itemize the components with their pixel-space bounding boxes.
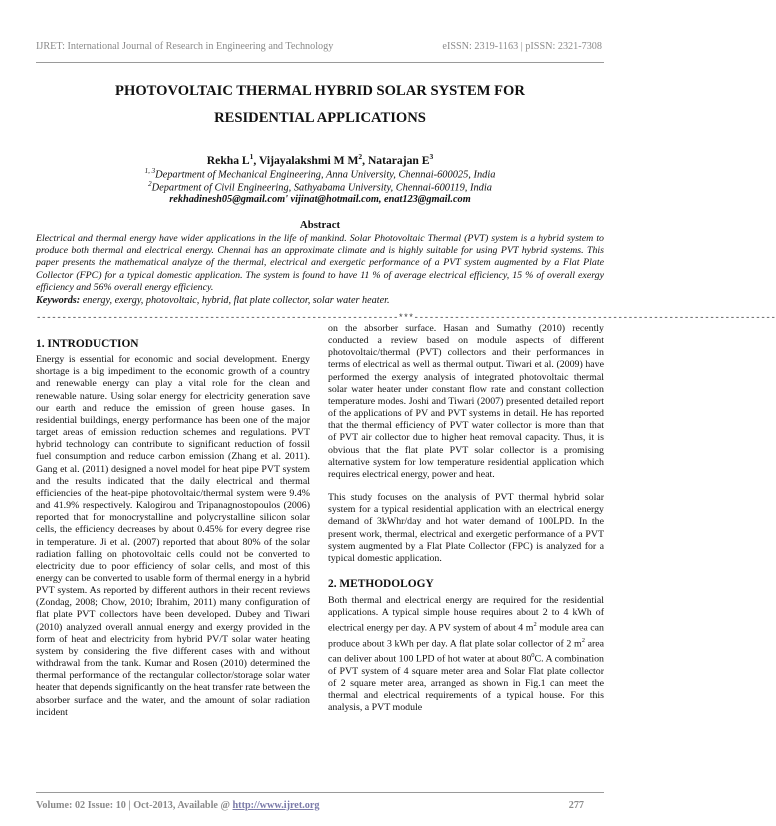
journal-header bbox=[36, 41, 604, 52]
introduction-heading: 1. INTRODUCTION bbox=[36, 338, 139, 350]
page-footer bbox=[36, 800, 604, 811]
affiliation-2: $^2$Department of Civil Engineering, Sathyabama University, Chennai-600119, India bbox=[148, 180, 492, 194]
footer-rule bbox=[36, 792, 604, 793]
introduction-paragraph: Energy is essential for economic and social development. Energy shortage is a big impediment to the economic growth of a country and renewable energy can play a vital role for the clean and renewable nature. Using solar energy for electricity generation save our earth and reduce the emission of green house gases. In residential buildings, energy performance has been one of the major target areas of emission reduction schemes and regulations. PVT hybrid technology can contribute to significant reduction of fossil fuel consumption and reduce carbon emission (Zhang et al. 2011). Gang et al. (2011) designed a novel model for heat pipe PVT system and the results indicated that the daily electrical and thermal efficiencies of the heat-pipe photovoltaic/thermal system were 9.4% and 41.9% respectively. Kalogirou and Tripanagnostopoulos (2006) reported that for monocrystalline and polycrystalline silicon solar cells, the efficiency decreases by about 0.45% for every degree rise in temperature. Ji et al. (2007) reported that about 80% of the solar radiation falling on photovoltaic cells could not be converted to electricity due to poor efficiency of solar cells, and most of this energy can be converted to usable form of thermal energy in a hybrid PVT system. As reported by different authors in their recent reviews (Zondag, 2008; Chow, 2010; Ibrahim, 2011) many configuration of flat plate PVT collectors have been developed. Dubey and Tiwari (2010) analyzed overall annual energy and exergy provided in the form of heat and electricity from hybrid PV/T solar water heating system by considering the five different cases with and without withdrawal from the tank. Kumar and Rosen (2010) determined the thermal performance of the rectangular collector/storage solar water heater that depends significantly on the heat transfer rate between the absorber surface and the water, and the amount of solar radiation incident bbox=[36, 354, 310, 718]
affiliation-1: $^{1, 3}$Department of Mechanical Engineering, Anna University, Chennai-600025, India bbox=[144, 167, 496, 181]
header-rule bbox=[36, 62, 604, 63]
page-number: 277 bbox=[568, 800, 584, 811]
author-list: Rekha $L^1$, Vijayalakshmi M $M^2$, Natarajan $E^3$ bbox=[206, 152, 434, 167]
keywords-text: energy, exergy, photovoltaic, hybrid, flat plate collector, solar water heater. bbox=[82, 295, 390, 306]
keywords bbox=[36, 295, 604, 306]
left-column bbox=[36, 338, 310, 719]
abstract-heading: Abstract bbox=[299, 219, 341, 231]
right-column bbox=[328, 323, 604, 714]
section-separator: -----------------------------------------------------------------------***----------------------------------------------------------------------- bbox=[36, 313, 776, 323]
review-paragraph: on the absorber surface. Hasan and Sumathy (2010) recently conducted a review based on module aspects of different photovoltaic/thermal (PVT) collectors and their performances in terms of electrical as well as thermal output. Tiwari et al. (2009) have performed the exergy analysis of integrated photovoltaic thermal solar water heater under constant flow rate and constant collection temperature modes. Joshi and Tiwari (2007) presented detailed report of the applications of PV and PVT systems in detail. He has reported that the thermal efficiency of PVT water collector is more than that of PVT air collector due to higher heat removal capacity. Thus, it is obvious that the flat plate PVT solar collector is a promising alternative system for low temperature residential application which requires electrical energy, power and heat. bbox=[328, 323, 604, 480]
methodology-heading: 2. METHODOLOGY bbox=[328, 577, 434, 590]
footer-volume: Volume: 02 Issue: 10 | Oct-2013, Available @ bbox=[36, 800, 233, 811]
paper-title-line-2: RESIDENTIAL APPLICATIONS bbox=[214, 110, 426, 126]
issn-text: eISSN: 2319-1163 | pISSN: 2321-7308 bbox=[442, 41, 602, 52]
author-3: Natarajan $E^3$ bbox=[367, 152, 434, 167]
author-1: Rekha $L^1$ bbox=[206, 152, 254, 167]
journal-name: IJRET: International Journal of Research in Engineering and Technology bbox=[36, 41, 334, 52]
abstract-text: Electrical and thermal energy have wider applications in the life of mankind. Solar Photovoltaic Thermal (PVT) system is a hybrid system to produce both thermal and electrical energy. Chennai has an approximate climate and is highly suitable for using PVT hybrid systems. This paper presents the mathematical analyze of the thermal, electrical and exergetic performance of a PVT system augmented by a Flat Plate Collector (FPC) for a typical domestic application. The system is found to have 11 % of average electrical efficiency, 15 % of overall exergy efficiency and 56% overall energy efficiency. bbox=[36, 233, 604, 293]
keywords-label: Keywords: bbox=[36, 295, 81, 306]
author-2: Vijayalakshmi M $M^2$ bbox=[258, 152, 363, 167]
study-paragraph: This study focuses on the analysis of PVT thermal hybrid solar system for a typical residential application with an electrical energy demand of 3kWhr/day and hot water demand of 100LPD. In the present work, thermal, electrical and exergetic performance of a PVT system augmented by a Flat Plate Collector (FPC) is analyzed for a typical domestic application. bbox=[328, 492, 604, 564]
journal-link[interactable]: http://www.ijret.org bbox=[232, 800, 320, 811]
paper-title-line-1: PHOTOVOLTAIC THERMAL HYBRID SOLAR SYSTEM FOR bbox=[115, 83, 525, 99]
author-emails: rekhadinesh05@gmail.com' vijinat@hotmail.com, enat123@gmail.com bbox=[169, 194, 471, 205]
methodology-paragraph: Both thermal and electrical energy are required for the residential applications. A typical simple house requires about 2 to 4 kWh of electrical energy per day. A PV system of about 4 $m^2$ module area can produce about 3 kWh per day. A flat plate solar collector of 2 $m^2$ area can deliver about 100 LPD of hot water at about $80^0C$. A combination of PVT system of 4 square meter area and Solar Flat plate collector of 2 square meter area, arranged as shown in Fig.1 can meet the thermal and electrical requirements of a typical house. For this analysis, a PVT module bbox=[328, 595, 605, 714]
